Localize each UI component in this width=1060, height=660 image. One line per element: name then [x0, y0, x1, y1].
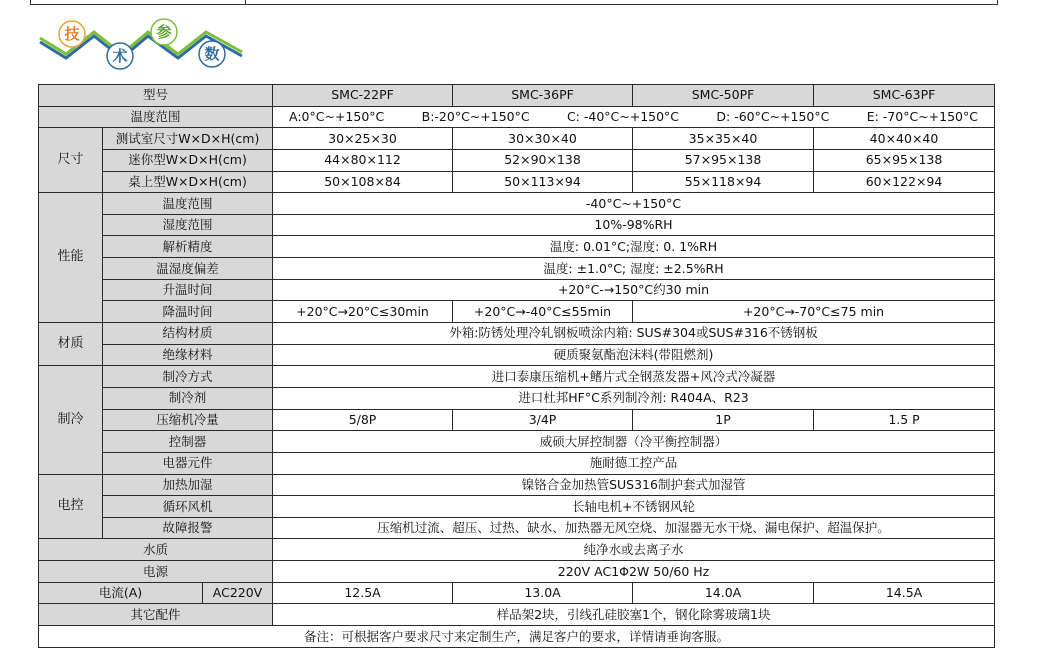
- table-row: [39, 604, 995, 626]
- table-row: [39, 452, 995, 474]
- top-table-strip: [30, 0, 998, 5]
- cell: 威硕大屏控制器（冷平衡控制器）: [273, 431, 995, 453]
- cell: 1.5 P: [814, 409, 995, 431]
- model-2: SMC-36PF: [453, 85, 633, 107]
- temp-option: C: -40°C~+150°C: [566, 109, 680, 125]
- table-row: [39, 561, 995, 583]
- table-row: [39, 366, 995, 388]
- cell: 5/8P: [273, 409, 453, 431]
- row-label: 压缩机冷量: [103, 409, 273, 431]
- model-label: 型号: [39, 85, 273, 107]
- cell: 长轴电机+不锈钢风轮: [273, 496, 995, 518]
- row-label: 制冷方式: [103, 366, 273, 388]
- spec-table: [38, 84, 995, 648]
- cell: 52×90×138: [453, 149, 633, 171]
- cell: +20°C→-40°C≤55min: [453, 301, 633, 323]
- row-label: 循环风机: [103, 496, 273, 518]
- row-label: 湿度范围: [103, 214, 273, 236]
- cell: -40°C~+150°C: [273, 193, 995, 215]
- row-label: 升温时间: [103, 279, 273, 301]
- cell: 14.5A: [814, 582, 995, 604]
- cell: 施耐德工控产品: [273, 452, 995, 474]
- row-label: 电流(A): [39, 582, 203, 604]
- cell: 纯净水或去离子水: [273, 539, 995, 561]
- cell: 50×108×84: [273, 171, 453, 193]
- cell: 35×35×40: [633, 128, 814, 150]
- row-label: 温湿度偏差: [103, 258, 273, 280]
- temp-option: E: -70°C~+150°C: [866, 109, 978, 125]
- cell: 温度: 0.01°C;湿度: 0. 1%RH: [273, 236, 995, 258]
- cell: 30×30×40: [453, 128, 633, 150]
- model-4: SMC-63PF: [814, 85, 995, 107]
- cell: 13.0A: [453, 582, 633, 604]
- table-row: [39, 128, 995, 150]
- category-electric: 电控: [39, 474, 103, 539]
- table-row: [39, 258, 995, 280]
- badge-char-4: 数: [204, 45, 220, 63]
- category-size: 尺寸: [39, 128, 103, 193]
- table-row: [39, 496, 995, 518]
- table-row: [39, 431, 995, 453]
- badge-char-1: 技: [64, 25, 80, 43]
- cell: +20°C-→150°C约30 min: [273, 279, 995, 301]
- row-label: 加热加湿: [103, 474, 273, 496]
- table-header-row: [39, 85, 995, 107]
- cell: 1P: [633, 409, 814, 431]
- row-label: 结构材质: [103, 323, 273, 345]
- cell: 57×95×138: [633, 149, 814, 171]
- category-material: 材质: [39, 323, 103, 366]
- cell: 进口泰康压缩机+鳍片式全钢蒸发器+风冷式冷凝器: [273, 366, 995, 388]
- badge-char-3: 参: [156, 23, 172, 41]
- cell: +20°C→20°C≤30min: [273, 301, 453, 323]
- row-label: 解析精度: [103, 236, 273, 258]
- table-row: [39, 344, 995, 366]
- cell: 10%-98%RH: [273, 214, 995, 236]
- table-row: [39, 279, 995, 301]
- row-label: 电器元件: [103, 452, 273, 474]
- tech-params-badge: [36, 18, 251, 72]
- cell: 220V AC1Φ2W 50/60 Hz: [273, 561, 995, 583]
- cell: 50×113×94: [453, 171, 633, 193]
- cell: 55×118×94: [633, 171, 814, 193]
- cell: 12.5A: [273, 582, 453, 604]
- category-cooling: 制冷: [39, 366, 103, 474]
- table-row: [39, 409, 995, 431]
- cell: 60×122×94: [814, 171, 995, 193]
- row-label: 迷你型W×D×H(cm): [103, 149, 273, 171]
- cell: 外箱:防锈处理冷轧钢板喷涂内箱: SUS#304或SUS#316不锈钢板: [273, 323, 995, 345]
- cell: 硬质聚氨酯泡沫料(带阻燃剂): [273, 344, 995, 366]
- temp-range-options: [273, 106, 995, 128]
- cell: 进口杜邦HF°C系列制冷剂: R404A、R23: [273, 387, 995, 409]
- cell: 30×25×30: [273, 128, 453, 150]
- cell: 3/4P: [453, 409, 633, 431]
- table-row: [39, 214, 995, 236]
- table-row: [39, 149, 995, 171]
- row-label: 控制器: [103, 431, 273, 453]
- table-row: [39, 387, 995, 409]
- cell: 温度: ±1.0°C; 湿度: ±2.5%RH: [273, 258, 995, 280]
- category-performance: 性能: [39, 193, 103, 323]
- row-label: 电源: [39, 561, 273, 583]
- table-row: [39, 106, 995, 128]
- badge-char-2: 术: [112, 47, 128, 65]
- cell: 65×95×138: [814, 149, 995, 171]
- row-label: 水质: [39, 539, 273, 561]
- temp-option: D: -60°C~+150°C: [716, 109, 830, 125]
- table-row: [39, 323, 995, 345]
- cell: +20°C→-70°C≤75 min: [633, 301, 995, 323]
- note-text: 备注：可根据客户要求尺寸来定制生产，满足客户的要求，详情请垂询客服。: [39, 626, 995, 648]
- row-label: 绝缘材料: [103, 344, 273, 366]
- table-row: [39, 517, 995, 539]
- table-row: [39, 171, 995, 193]
- row-label: 制冷剂: [103, 387, 273, 409]
- cell: 14.0A: [633, 582, 814, 604]
- temp-option: B:-20°C~+150°C: [421, 109, 530, 125]
- table-row: [39, 474, 995, 496]
- model-3: SMC-50PF: [633, 85, 814, 107]
- table-row: [39, 626, 995, 648]
- cell: 44×80×112: [273, 149, 453, 171]
- temp-option: A:0°C~+150°C: [289, 109, 385, 125]
- row-label: 桌上型W×D×H(cm): [103, 171, 273, 193]
- voltage-label: AC220V: [203, 582, 273, 604]
- row-label: 故障报警: [103, 517, 273, 539]
- cell: 样品架2块，引线孔硅胶塞1个，钢化除雾玻璃1块: [273, 604, 995, 626]
- cell: 40×40×40: [814, 128, 995, 150]
- table-row: [39, 193, 995, 215]
- cell: 压缩机过流、超压、过热、缺水、加热器无风空烧、加湿器无水干烧、漏电保护、超温保护。: [273, 517, 995, 539]
- table-row: [39, 582, 995, 604]
- model-1: SMC-22PF: [273, 85, 453, 107]
- row-label: 温度范围: [39, 106, 273, 128]
- table-row: [39, 236, 995, 258]
- row-label: 测试室尺寸W×D×H(cm): [103, 128, 273, 150]
- table-row: [39, 301, 995, 323]
- row-label: 温度范围: [103, 193, 273, 215]
- row-label: 降温时间: [103, 301, 273, 323]
- table-row: [39, 539, 995, 561]
- row-label: 其它配件: [39, 604, 273, 626]
- cell: 镍铬合金加热管SUS316制护套式加湿管: [273, 474, 995, 496]
